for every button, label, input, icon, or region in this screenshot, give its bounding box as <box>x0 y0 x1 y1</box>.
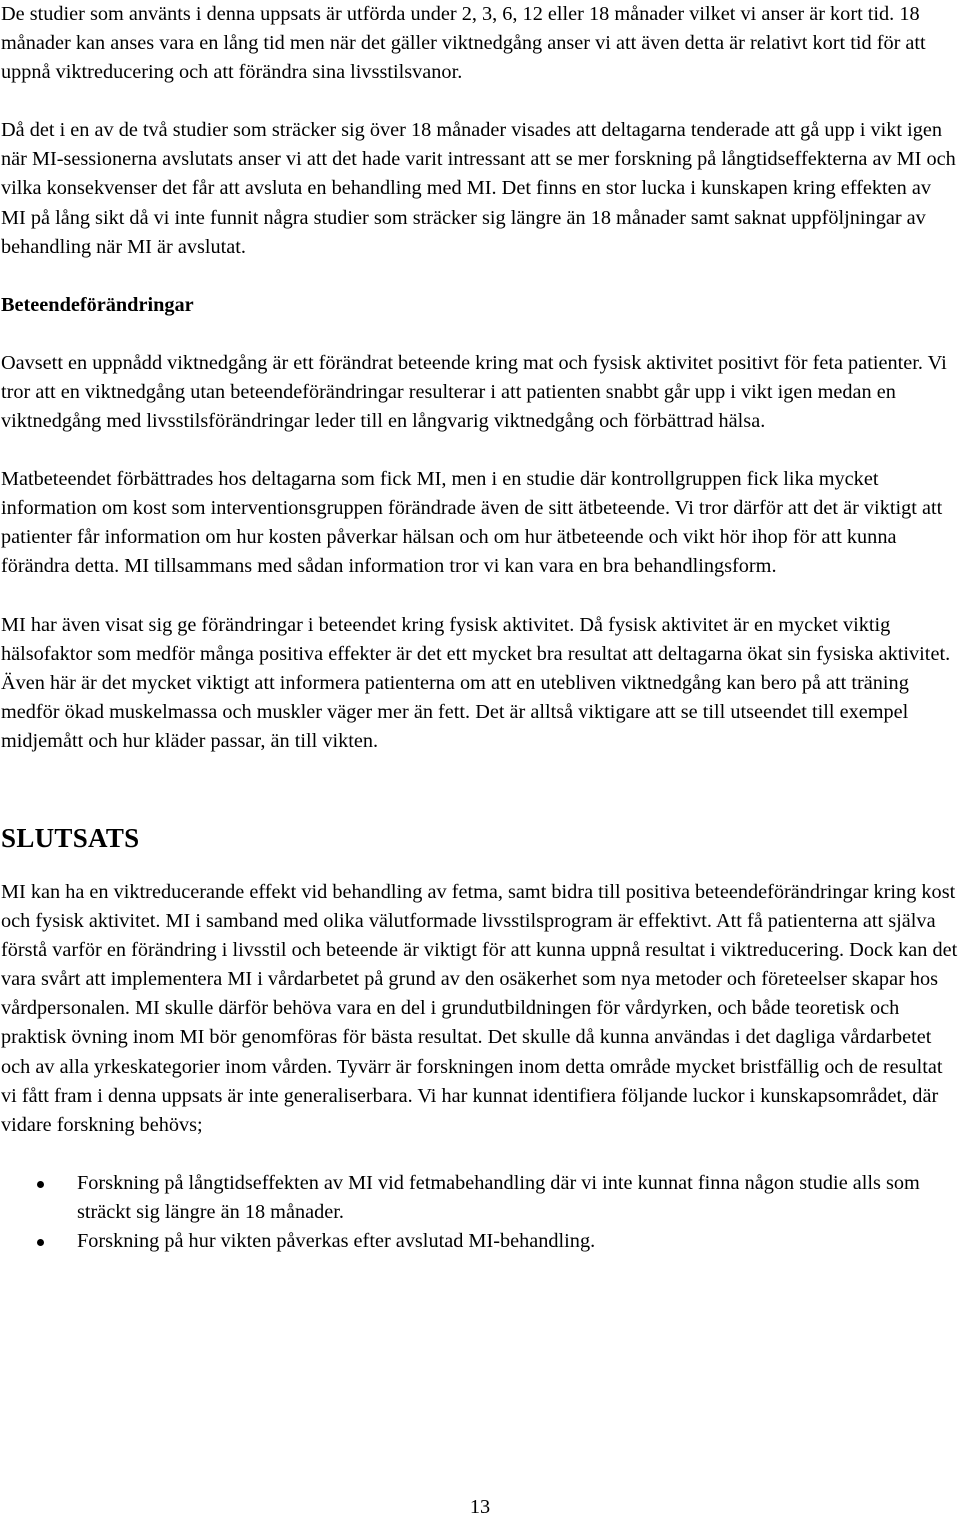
list-item-text: Forskning på hur vikten påverkas efter avslutad MI-behandling. <box>77 1230 596 1252</box>
paragraph-conclusion: MI kan ha en viktreducerande effekt vid behandling av fetma, samt bidra till positiva beteendeförändringar kring kost och fysisk aktivitet. MI i samband med olika välutformade livsstilsprogram är effektivt. Att få patienterna att själva förstå varför en förändring i livsstil och beteende är viktigt för att kunna uppnå resultat i viktreducering. Dock kan det vara svårt att implementera MI i vårdarbetet på grund av den osäkerhet som nya metoder och företeelser skapar hos vårdpersonalen. MI skulle därför behöva vara en del i grundutbildningen för vårdyrken, och både teoretisk och praktisk övning inom MI bör genomföras för bästa resultat. Det skulle då kunna användas i det dagliga vårdarbetet och av alla yrkeskategorier inom vården. Tyvärr är forskningen inom detta område mycket bristfällig och de resultat vi fått fram i denna uppsats är inte generaliserbara. Vi har kunnat identifiera följande luckor i kunskapsområdet, där vidare forskning behövs; <box>1 880 958 1136</box>
paragraph-physical-activity: MI har även visat sig ge förändringar i beteendet kring fysisk aktivitet. Då fysisk aktivitet är en mycket viktig hälsofaktor som medför många positiva effekter är det ett mycket bra resultat att deltagarna ökat sin fysiska aktivitet. Även här är det mycket viktigt att informera patienterna om att en utebliven viktnedgång kan bero på att träning medför ökad muskelmassa och muskler väger mer än fett. Det är alltså viktigare att se till utseendet till exempel midjemått och hur kläder passar, än till vikten. <box>1 613 951 752</box>
bullet-icon <box>37 1181 44 1188</box>
list-item <box>1 1227 959 1256</box>
paragraph-study-duration: De studier som använts i denna uppsats är utförda under 2, 3, 6, 12 eller 18 månader vilket vi anser är kort tid. 18 månader kan anses vara en lång tid men när det gäller viktnedgång anser vi att även detta är relativt kort tid för att uppnå viktreducering och att förändra sina livsstilsvanor. <box>1 3 926 84</box>
research-gaps-list <box>1 1169 959 1256</box>
section-heading-conclusion: SLUTSATS <box>1 822 140 853</box>
paragraph-behavior-change: Oavsett en uppnådd viktnedgång är ett förändrat beteende kring mat och fysisk aktivitet positivt för feta patienter. Vi tror att en viktnedgång utan beteendeförändringar resulterar i att patienten snabbt går upp i vikt igen medan en viktnedgång med livsstilsförändringar leder till en långvarig viktnedgång och förbättrad hälsa. <box>1 351 947 433</box>
list-item <box>1 1169 959 1227</box>
document-page <box>1 0 959 1256</box>
paragraph-eating-behavior: Matbeteendet förbättrades hos deltagarna som fick MI, men i en studie där kontrollgruppen fick lika mycket information om kost som interventionsgruppen förändrade även de sitt ätbeteende. Vi tror därför att det är viktigt att patienter får information om hur kosten påverkar hälsan och om hur ätbeteende och vikt hör ihop för att kunna förändra detta. MI tillsammans med sådan information tror vi kan vara en bra behandlingsform. <box>1 468 943 578</box>
paragraph-long-term-effects: Då det i en av de två studier som sträcker sig över 18 månader visades att deltagarna tenderade att gå upp i vikt igen när MI-sessionerna avslutats anser vi att det hade varit intressant att se mer forskning på långtidseffekterna av MI och vilka konsekvenser det får att avsluta en behandling med MI. Det finns en stor lucka i kunskapen kring effekten av MI på lång sikt då vi inte funnit några studier som sträcker sig längre än 18 månader samt saknat uppföljningar av behandling när MI är avslutat. <box>1 119 956 258</box>
list-item-text: Forskning på långtidseffekten av MI vid fetmabehandling där vi inte kunnat finna någon studie alls som sträckt sig längre än 18 månader. <box>77 1171 920 1223</box>
bullet-icon <box>37 1239 44 1246</box>
section-heading-behavior: Beteendeförändringar <box>1 293 194 316</box>
page-number: 13 <box>469 1496 491 1518</box>
